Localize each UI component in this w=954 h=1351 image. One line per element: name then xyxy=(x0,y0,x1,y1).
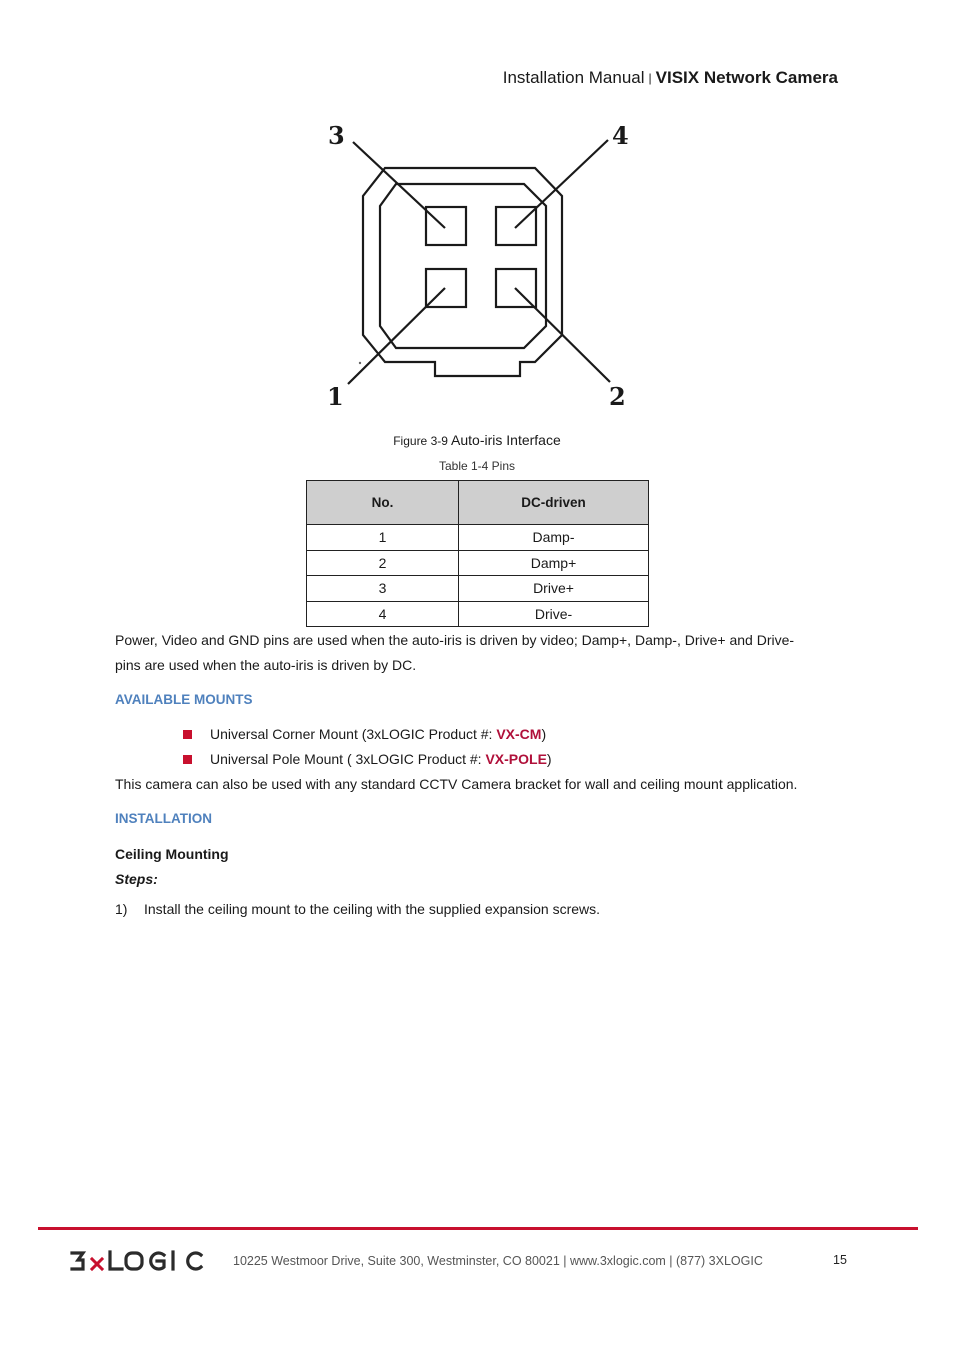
pin-function-cell: Drive- xyxy=(459,601,649,627)
table-row xyxy=(307,576,649,602)
table-row xyxy=(307,550,649,576)
ceiling-mounting-heading: Ceiling Mounting xyxy=(115,846,229,862)
mount-note-paragraph: This camera can also be used with any standard CCTV Camera bracket for wall and ceiling mount application. xyxy=(115,776,798,792)
pin-function-cell: Damp+ xyxy=(459,550,649,576)
doc-type: Installation Manual xyxy=(502,68,645,87)
footer-rule xyxy=(38,1227,918,1230)
bullet-square-icon xyxy=(183,730,192,739)
list-item xyxy=(183,722,552,747)
table-row xyxy=(307,601,649,627)
product-code: VX-POLE xyxy=(485,751,547,767)
pins-note-paragraph xyxy=(115,628,835,678)
auto-iris-connector-diagram xyxy=(300,108,640,418)
page-header xyxy=(503,68,838,88)
mount-suffix: ) xyxy=(546,751,552,767)
figure-number: Figure 3-9 xyxy=(393,434,448,448)
table-header-row xyxy=(307,481,649,525)
figure-caption xyxy=(0,432,954,448)
pins-note-line-1: Power, Video and GND pins are used when the auto-iris is driven by video; Damp+, Damp-, Drive+ and Drive- xyxy=(115,632,795,648)
pin-function-cell: Drive+ xyxy=(459,576,649,602)
connector-inner-outline xyxy=(380,184,546,348)
column-header-dc-driven: DC-driven xyxy=(459,481,649,525)
footer-address: 10225 Westmoor Drive, Suite 300, Westminster, CO 80021 | www.3xlogic.com | (877) 3XLOGIC xyxy=(233,1254,763,1268)
mounts-list xyxy=(183,722,552,772)
page-number: 15 xyxy=(833,1253,847,1267)
pin-number-cell: 3 xyxy=(307,576,459,602)
pin-label-4: 4 xyxy=(612,121,629,150)
list-item xyxy=(183,747,552,772)
mount-prefix: Universal Corner Mount (3xLOGIC Product #: xyxy=(210,726,497,742)
pins-table xyxy=(306,480,649,627)
mount-prefix: Universal Pole Mount ( 3xLOGIC Product #: xyxy=(210,751,486,767)
figure-title: Auto-iris Interface xyxy=(451,432,561,448)
header-separator: | xyxy=(648,71,652,85)
product-name: VISIX Network Camera xyxy=(655,68,838,87)
table-title: Table 1-4 Pins xyxy=(438,459,516,473)
3xlogic-logo xyxy=(70,1249,206,1273)
step-item xyxy=(115,901,600,917)
step-text: Install the ceiling mount to the ceiling with the supplied expansion screws. xyxy=(144,901,601,917)
steps-label: Steps: xyxy=(115,871,158,887)
pin-number-cell: 4 xyxy=(307,601,459,627)
available-mounts-heading: AVAILABLE MOUNTS xyxy=(115,692,253,707)
pin-function-cell: Damp- xyxy=(459,525,649,551)
column-header-no: No. xyxy=(307,481,459,525)
pin-number-cell: 2 xyxy=(307,550,459,576)
pin-number-cell: 1 xyxy=(307,525,459,551)
product-code: VX-CM xyxy=(496,726,542,742)
pin-label-1: 1 xyxy=(327,382,344,411)
mount-suffix: ) xyxy=(541,726,547,742)
step-number: 1) xyxy=(115,901,128,917)
bullet-square-icon xyxy=(183,755,192,764)
pin-label-2: 2 xyxy=(609,382,626,411)
installation-heading: INSTALLATION xyxy=(115,811,212,826)
pin-3-square xyxy=(426,207,466,245)
pin-label-3: 3 xyxy=(328,121,345,150)
table-row xyxy=(307,525,649,551)
pins-note-line-2: pins are used when the auto-iris is driven by DC. xyxy=(115,657,417,673)
